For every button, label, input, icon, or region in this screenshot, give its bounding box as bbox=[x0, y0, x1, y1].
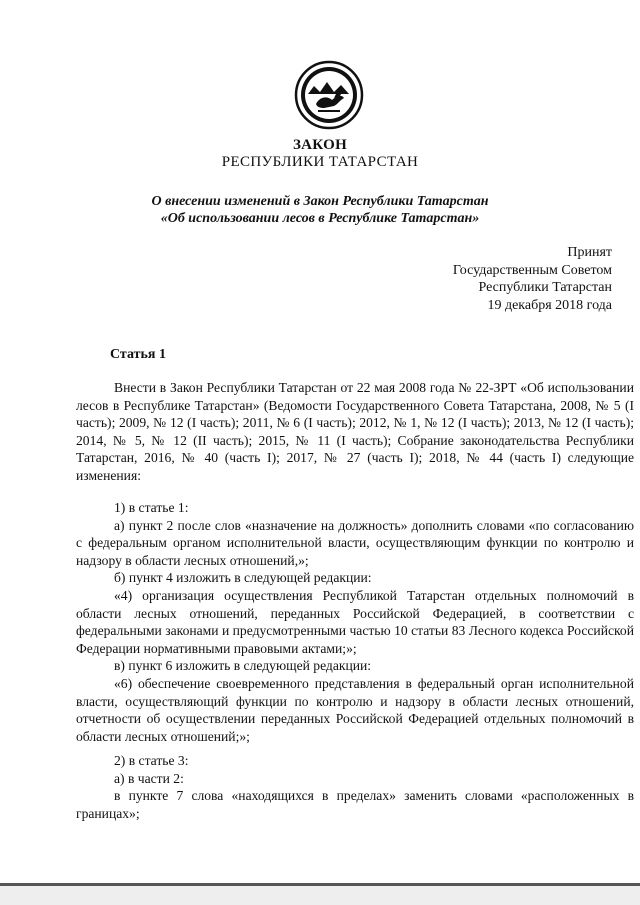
article-section-1 bbox=[76, 499, 634, 745]
article-section-2 bbox=[76, 752, 634, 822]
adoption-date: 19 декабря 2018 года bbox=[487, 297, 612, 313]
article-intro bbox=[76, 379, 634, 485]
republic-name: РЕСПУБЛИКИ ТАТАРСТАН bbox=[221, 154, 419, 170]
item-1: 1) в статье 1: bbox=[114, 500, 189, 515]
tatarstan-coat-of-arms-icon bbox=[294, 60, 364, 130]
item-1c: в) пункт 6 изложить в следующей редакции: bbox=[114, 658, 372, 674]
scan-bottom-shade bbox=[0, 886, 640, 905]
article-heading: Статья 1 bbox=[110, 347, 166, 362]
law-label: ЗАКОН bbox=[292, 137, 348, 153]
item-2: 2) в статье 3: bbox=[114, 753, 189, 768]
document-title bbox=[0, 193, 640, 227]
item-2a-text: в пункте 7 слова «находящихся в пределах» заменить словами «расположенных в границах»; bbox=[76, 788, 634, 821]
adoption-line2: Государственным Советом bbox=[452, 262, 612, 278]
document-title-line1: О внесении изменений в Закон Республики Татарстан bbox=[151, 194, 489, 209]
item-1c-text: «6) обеспечение своевременного представления в федеральный орган исполнительной власти, осуществляющий функции по контролю и надзору в области лесных отношений, отчетности об осуществлении переданных Российской Федерацией отдельных полномочий в области лесных отношений;»; bbox=[76, 675, 634, 744]
item-1b-text: «4) организация осуществления Республикой Татарстан отдельных полномочий в области лесных отношений, переданных Российской Федерацией, в соответствии с федеральными законами и предусмотренными частью 10 статьи 83 Лесного кодекса Российской Федерации нормативными правовыми актами;»; bbox=[76, 587, 634, 656]
adoption-line1: Принят bbox=[567, 245, 612, 260]
document-title-line2: «Об использовании лесов в Республике Татарстан» bbox=[160, 211, 480, 226]
item-2a: а) в части 2: bbox=[114, 770, 184, 786]
item-1a: а) пункт 2 после слов «назначение на должность» дополнить словами «по согласованию с федеральным органом исполнительной власти, осуществляющим функции по контролю и надзору в области лесных отношений,»; bbox=[76, 517, 634, 568]
adoption-line3: Республики Татарстан bbox=[478, 280, 612, 295]
intro-paragraph: Внести в Закон Республики Татарстан от 22 мая 2008 года № 22-ЗРТ «Об использовании лесов в Республике Татарстан» (Ведомости Государственного Совета Татарстана, 2008, № 5 (I часть); 2009, № 12 (I часть); 2011, № 6 (I часть); 2012, № 1, № 12 (I часть); 2013, № 12 (I часть); 2014, № 5, № 12 (II часть); 2015, № 11 (I часть); Собрание законодательства Республики Татарстан, 2016, № 40 (часть I); 2017, № 27 (часть I); 2018, № 44 (часть I) следующие изменения: bbox=[76, 380, 634, 483]
item-1b: б) пункт 4 изложить в следующей редакции: bbox=[114, 570, 372, 586]
adoption-block bbox=[453, 244, 612, 314]
